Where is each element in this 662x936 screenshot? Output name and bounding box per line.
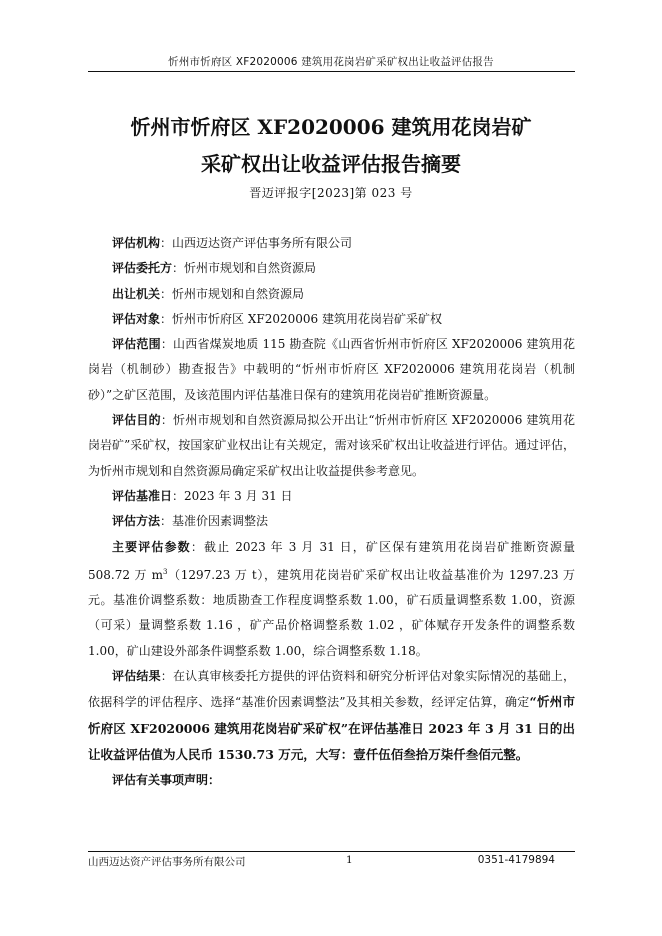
agency-paragraph xyxy=(88,231,575,256)
notes-paragraph xyxy=(88,768,575,793)
result-conclusion: “忻州市忻府区 XF2020006 建筑用花岗岩矿采矿权”在评估基准日 2023 年 3 月 31 日的出让收益评估值为人民币 1530.73 万元，大写：壹仟伍佰叁拾万柒仟叁佰元整。 xyxy=(88,694,575,762)
client-text: ：忻州市规划和自然资源局 xyxy=(172,261,317,276)
client-paragraph xyxy=(88,256,575,281)
scope-label: 评估范围 xyxy=(112,337,161,352)
footer-company: 山西迈达资产评估事务所有限公司 xyxy=(88,856,246,868)
footer-phone: 0351-4179894 xyxy=(477,854,555,866)
base-date-paragraph xyxy=(88,484,575,509)
object-paragraph xyxy=(88,307,575,332)
agency-label: 评估机构 xyxy=(112,236,161,250)
base-date-text: ：2023 年 3 月 31 日 xyxy=(172,488,293,503)
params-unit-superscript: 3 xyxy=(162,567,168,576)
document-number: 晋迈评报字[2023]第 023 号 xyxy=(249,186,413,200)
purpose-label: 评估目的 xyxy=(112,413,161,428)
method-paragraph xyxy=(88,509,575,534)
object-text: ：忻州市忻府区 XF2020006 建筑用花岗岩矿采矿权 xyxy=(160,311,442,326)
footer-rule xyxy=(88,851,575,852)
method-label: 评估方法 xyxy=(112,514,161,529)
report-title-line-1: 忻州市忻府区 XF2020006 建筑用花岗岩矿 xyxy=(130,115,532,139)
page-footer xyxy=(88,854,575,870)
client-label: 评估委托方 xyxy=(112,261,173,276)
purpose-paragraph xyxy=(88,408,575,484)
result-text: ：在认真审核委托方提供的评估资料和研究分析评估对象实际情况的基础上，依据科学的评估程序、选择“基准价因素调整法”及其相关参数，经评定估算，确定 xyxy=(88,669,575,710)
summary-body xyxy=(88,231,575,794)
params-text-b: （1297.23 万 t），建筑用花岗岩矿采矿权出让收益基准价为 1297.23 万元。基准价调整系数：地质勘查工作程度调整系数 1.00，矿石质量调整系数 1.00，资源（可采）量调整系数 1.16 ，矿产品价格调整系数 1.02 ，矿体赋存开发条件的调整系数 1.00，矿山建设外部条件调整系数 1.00，综合调整系数 1.18。 xyxy=(88,567,575,658)
page-number: 1 xyxy=(346,854,353,866)
scope-text: ：山西省煤炭地质 115 勘查院《山西省忻州市忻府区 XF2020006 建筑用花岗岩（机制砂）勘查报告》中载明的“忻州市忻府区 XF2020006 建筑用花岗岩（机制砂）”之矿区范围，及该范围内评估基准日保有的建筑用花岗岩矿推断资源量。 xyxy=(88,337,575,402)
notes-label: 评估有关事项声明 xyxy=(112,773,209,788)
method-text: ：基准价因素调整法 xyxy=(160,514,269,529)
header-rule xyxy=(88,71,575,72)
result-label: 评估结果 xyxy=(112,669,161,684)
agency-text: ：山西迈达资产评估事务所有限公司 xyxy=(160,236,353,250)
params-text-a: ：截止 2023 年 3 月 31 日，矿区保有建筑用花岗岩矿推断资源量 508.72 万 m xyxy=(88,539,575,582)
base-date-label: 评估基准日 xyxy=(112,488,173,503)
result-paragraph xyxy=(88,664,575,768)
report-title-line-2: 采矿权出让收益评估报告摘要 xyxy=(201,152,461,176)
params-label: 主要评估参数 xyxy=(112,539,191,554)
params-paragraph xyxy=(88,535,575,664)
grantor-label: 出让机关 xyxy=(112,286,161,301)
grantor-text: ：忻州市规划和自然资源局 xyxy=(160,286,305,301)
notes-colon: ： xyxy=(208,773,221,788)
object-label: 评估对象 xyxy=(112,311,161,326)
running-header: 忻州市忻府区 XF2020006 建筑用花岗岩矿采矿权出让收益评估报告 xyxy=(168,56,494,68)
grantor-paragraph xyxy=(88,282,575,307)
purpose-text: ：忻州市规划和自然资源局拟公开出让“忻州市忻府区 XF2020006 建筑用花岗岩矿”采矿权，按国家矿业权出让有关规定，需对该采矿权出让收益进行评估。通过评估，为忻州市规划和自然资源局确定采矿权出让收益提供参考意见。 xyxy=(88,413,575,478)
scope-paragraph xyxy=(88,332,575,408)
